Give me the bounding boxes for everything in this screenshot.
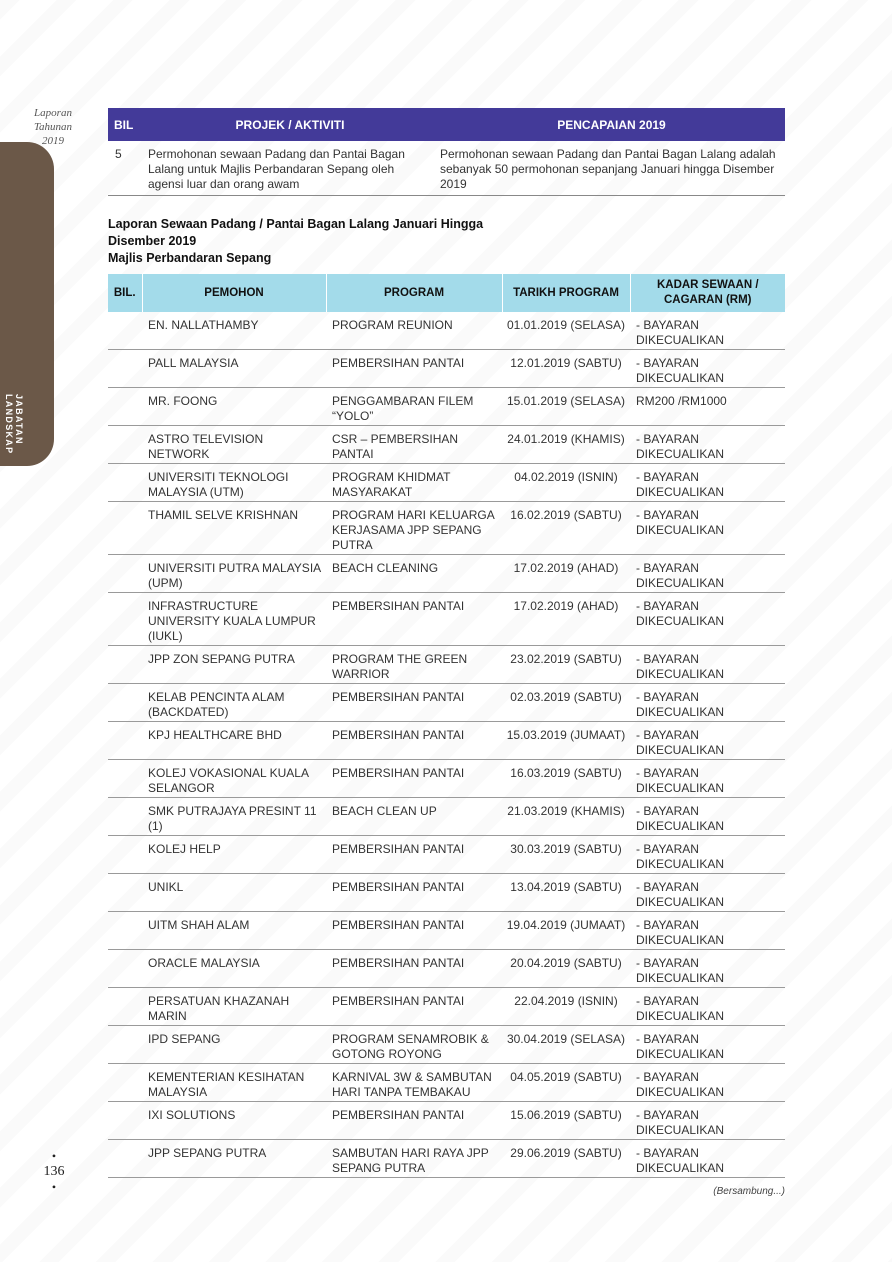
table-row [108, 312, 785, 350]
table-row [108, 593, 785, 646]
row-pemohon: UNIVERSITI TEKNOLOGI MALAYSIA (UTM) [142, 464, 326, 502]
row-bil [108, 555, 142, 593]
project-table-header [108, 108, 785, 141]
header-pemohon: PEMOHON [142, 274, 326, 312]
table-row [108, 798, 785, 836]
row-tarikh: 30.04.2019 (SELASA) [502, 1026, 630, 1064]
header-bil: BIL [108, 108, 142, 141]
row-tarikh: 22.04.2019 (ISNIN) [502, 988, 630, 1026]
row-kadar: - BAYARAN DIKECUALIKAN [630, 312, 785, 350]
row-bil [108, 1064, 142, 1102]
header-tarikh: TARIKH PROGRAM [502, 274, 630, 312]
row-program: PEMBERSIHAN PANTAI [326, 874, 502, 912]
row-pemohon: KPJ HEALTHCARE BHD [142, 722, 326, 760]
row-tarikh: 04.05.2019 (SABTU) [502, 1064, 630, 1102]
row-pemohon: JPP SEPANG PUTRA [142, 1140, 326, 1178]
row-tarikh: 17.02.2019 (AHAD) [502, 593, 630, 646]
row-bil [108, 988, 142, 1026]
row-kadar: - BAYARAN DIKECUALIKAN [630, 555, 785, 593]
row-tarikh: 29.06.2019 (SABTU) [502, 1140, 630, 1178]
header-projek: PROJEK / AKTIVITI [142, 108, 438, 141]
row-program: CSR – PEMBERSIHAN PANTAI [326, 426, 502, 464]
row-kadar: - BAYARAN DIKECUALIKAN [630, 426, 785, 464]
row-pemohon: IPD SEPANG [142, 1026, 326, 1064]
rental-table [108, 274, 785, 1178]
project-bil: 5 [108, 141, 142, 196]
page-number-block [36, 1150, 72, 1193]
report-label-line1: Laporan [34, 107, 72, 119]
row-kadar: - BAYARAN DIKECUALIKAN [630, 1102, 785, 1140]
table-row [108, 684, 785, 722]
row-tarikh: 15.03.2019 (JUMAAT) [502, 722, 630, 760]
section-title [108, 216, 568, 267]
row-kadar: - BAYARAN DIKECUALIKAN [630, 1140, 785, 1178]
row-kadar: - BAYARAN DIKECUALIKAN [630, 836, 785, 874]
table-row [108, 1064, 785, 1102]
row-tarikh: 23.02.2019 (SABTU) [502, 646, 630, 684]
row-program: PEMBERSIHAN PANTAI [326, 684, 502, 722]
row-kadar: - BAYARAN DIKECUALIKAN [630, 593, 785, 646]
row-kadar: - BAYARAN DIKECUALIKAN [630, 722, 785, 760]
row-program: BEACH CLEANING [326, 555, 502, 593]
header-program: PROGRAM [326, 274, 502, 312]
row-bil [108, 464, 142, 502]
row-kadar: - BAYARAN DIKECUALIKAN [630, 912, 785, 950]
row-tarikh: 16.03.2019 (SABTU) [502, 760, 630, 798]
row-kadar: - BAYARAN DIKECUALIKAN [630, 760, 785, 798]
row-pemohon: PALL MALAYSIA [142, 350, 326, 388]
table-row [108, 874, 785, 912]
row-pemohon: KEMENTERIAN KESIHATAN MALAYSIA [142, 1064, 326, 1102]
row-tarikh: 13.04.2019 (SABTU) [502, 874, 630, 912]
row-pemohon: JPP ZON SEPANG PUTRA [142, 646, 326, 684]
table-row [108, 1140, 785, 1178]
row-pemohon: PERSATUAN KHAZANAH MARIN [142, 988, 326, 1026]
row-bil [108, 593, 142, 646]
row-pemohon: UNIKL [142, 874, 326, 912]
row-kadar: - BAYARAN DIKECUALIKAN [630, 684, 785, 722]
row-tarikh: 19.04.2019 (JUMAAT) [502, 912, 630, 950]
row-tarikh: 15.01.2019 (SELASA) [502, 388, 630, 426]
row-bil [108, 684, 142, 722]
row-kadar: - BAYARAN DIKECUALIKAN [630, 874, 785, 912]
continued-note: (Bersambung...) [713, 1186, 785, 1197]
project-activity: Permohonan sewaan Padang dan Pantai Bagan Lalang untuk Majlis Perbandaran Sepang oleh agensi luar dan orang awam [142, 141, 438, 196]
row-program: PROGRAM THE GREEN WARRIOR [326, 646, 502, 684]
table-row [108, 760, 785, 798]
row-bil [108, 502, 142, 555]
department-tab [0, 142, 54, 466]
table-row [108, 646, 785, 684]
report-label-line2: Tahunan [33, 121, 73, 133]
bullet-bottom: • [51, 1180, 57, 1194]
row-tarikh: 15.06.2019 (SABTU) [502, 1102, 630, 1140]
row-kadar: - BAYARAN DIKECUALIKAN [630, 502, 785, 555]
table-row [108, 426, 785, 464]
rental-table-header [108, 274, 785, 312]
row-tarikh: 21.03.2019 (KHAMIS) [502, 798, 630, 836]
row-bil [108, 950, 142, 988]
report-label-line3: 2019 [42, 135, 64, 147]
row-tarikh: 12.01.2019 (SABTU) [502, 350, 630, 388]
row-pemohon: INFRASTRUCTURE UNIVERSITY KUALA LUMPUR (IUKL) [142, 593, 326, 646]
row-program: PEMBERSIHAN PANTAI [326, 760, 502, 798]
header-pencapaian: PENCAPAIAN 2019 [438, 108, 785, 141]
row-program: KARNIVAL 3W & SAMBUTAN HARI TANPA TEMBAKAU [326, 1064, 502, 1102]
row-pemohon: ORACLE MALAYSIA [142, 950, 326, 988]
row-program: PEMBERSIHAN PANTAI [326, 350, 502, 388]
row-pemohon: IXI SOLUTIONS [142, 1102, 326, 1140]
row-bil [108, 350, 142, 388]
row-program: PEMBERSIHAN PANTAI [326, 593, 502, 646]
row-pemohon: EN. NALLATHAMBY [142, 312, 326, 350]
table-row [108, 502, 785, 555]
row-program: PROGRAM KHIDMAT MASYARAKAT [326, 464, 502, 502]
table-row [108, 1102, 785, 1140]
row-tarikh: 02.03.2019 (SABTU) [502, 684, 630, 722]
row-tarikh: 01.01.2019 (SELASA) [502, 312, 630, 350]
row-kadar: - BAYARAN DIKECUALIKAN [630, 464, 785, 502]
row-bil [108, 388, 142, 426]
row-program: PEMBERSIHAN PANTAI [326, 1102, 502, 1140]
table-row [108, 388, 785, 426]
row-tarikh: 30.03.2019 (SABTU) [502, 836, 630, 874]
row-program: SAMBUTAN HARI RAYA JPP SEPANG PUTRA [326, 1140, 502, 1178]
table-row [108, 950, 785, 988]
row-tarikh: 16.02.2019 (SABTU) [502, 502, 630, 555]
page-number: 136 [43, 1164, 65, 1179]
row-kadar: - BAYARAN DIKECUALIKAN [630, 988, 785, 1026]
section-title-line2: Disember 2019 [108, 234, 197, 248]
row-bil [108, 1140, 142, 1178]
section-title-line3: Majlis Perbandaran Sepang [108, 251, 272, 265]
row-program: PEMBERSIHAN PANTAI [326, 912, 502, 950]
row-pemohon: UITM SHAH ALAM [142, 912, 326, 950]
row-bil [108, 722, 142, 760]
project-achievement: Permohonan sewaan Padang dan Pantai Bagan Lalang adalah sebanyak 50 permohonan sepanjang Januari hingga Disember 2019 [438, 141, 785, 196]
row-bil [108, 312, 142, 350]
row-bil [108, 874, 142, 912]
row-kadar: - BAYARAN DIKECUALIKAN [630, 798, 785, 836]
row-tarikh: 04.02.2019 (ISNIN) [502, 464, 630, 502]
row-program: BEACH CLEAN UP [326, 798, 502, 836]
row-kadar: - BAYARAN DIKECUALIKAN [630, 1026, 785, 1064]
row-kadar: - BAYARAN DIKECUALIKAN [630, 1064, 785, 1102]
bullet-top: • [51, 1149, 57, 1163]
table-row [108, 988, 785, 1026]
rental-table-body [108, 312, 785, 1178]
table-row [108, 1026, 785, 1064]
row-tarikh: 20.04.2019 (SABTU) [502, 950, 630, 988]
project-table [108, 108, 785, 196]
row-program: PROGRAM REUNION [326, 312, 502, 350]
row-pemohon: THAMIL SELVE KRISHNAN [142, 502, 326, 555]
row-pemohon: KELAB PENCINTA ALAM (BACKDATED) [142, 684, 326, 722]
project-row [108, 141, 785, 196]
table-row [108, 350, 785, 388]
header-bil: BIL. [108, 274, 142, 312]
row-program: PEMBERSIHAN PANTAI [326, 722, 502, 760]
row-program: PROGRAM HARI KELUARGA KERJASAMA JPP SEPANG PUTRA [326, 502, 502, 555]
department-label: JABATAN LANDSKAP [4, 394, 24, 455]
row-program: PEMBERSIHAN PANTAI [326, 836, 502, 874]
row-bil [108, 836, 142, 874]
row-bil [108, 646, 142, 684]
row-pemohon: KOLEJ VOKASIONAL KUALA SELANGOR [142, 760, 326, 798]
row-program: PENGGAMBARAN FILEM “YOLO” [326, 388, 502, 426]
row-program: PEMBERSIHAN PANTAI [326, 988, 502, 1026]
row-kadar: RM200 /RM1000 [630, 388, 785, 426]
row-program: PEMBERSIHAN PANTAI [326, 950, 502, 988]
row-bil [108, 426, 142, 464]
table-row [108, 836, 785, 874]
row-bil [108, 1026, 142, 1064]
section-title-line1: Laporan Sewaan Padang / Pantai Bagan Lalang Januari Hingga [108, 217, 484, 231]
header-kadar: KADAR SEWAAN / CAGARAN (RM) [630, 274, 785, 312]
table-row [108, 912, 785, 950]
row-bil [108, 760, 142, 798]
row-kadar: - BAYARAN DIKECUALIKAN [630, 350, 785, 388]
row-pemohon: KOLEJ HELP [142, 836, 326, 874]
row-bil [108, 798, 142, 836]
row-kadar: - BAYARAN DIKECUALIKAN [630, 646, 785, 684]
table-row [108, 722, 785, 760]
row-pemohon: ASTRO TELEVISION NETWORK [142, 426, 326, 464]
row-tarikh: 24.01.2019 (KHAMIS) [502, 426, 630, 464]
row-pemohon: UNIVERSITI PUTRA MALAYSIA (UPM) [142, 555, 326, 593]
row-pemohon: MR. FOONG [142, 388, 326, 426]
row-bil [108, 1102, 142, 1140]
row-pemohon: SMK PUTRAJAYA PRESINT 11 (1) [142, 798, 326, 836]
row-bil [108, 912, 142, 950]
row-tarikh: 17.02.2019 (AHAD) [502, 555, 630, 593]
table-row [108, 464, 785, 502]
row-program: PROGRAM SENAMROBIK & GOTONG ROYONG [326, 1026, 502, 1064]
row-kadar: - BAYARAN DIKECUALIKAN [630, 950, 785, 988]
table-row [108, 555, 785, 593]
